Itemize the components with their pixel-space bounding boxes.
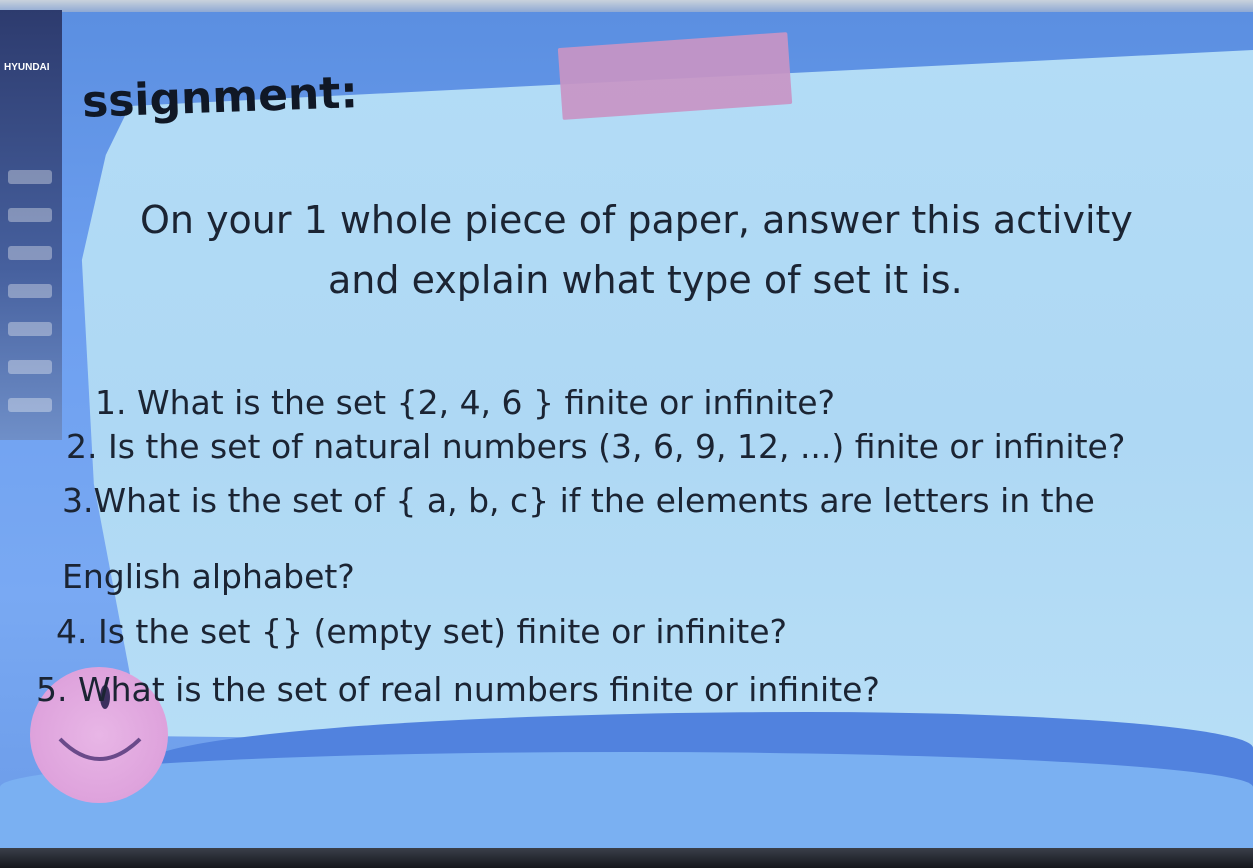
monitor-bottom-bezel: [0, 848, 1253, 868]
slide-title: ssignment:: [81, 67, 359, 128]
menu-icon-3: [8, 246, 52, 260]
menu-icon-5: [8, 322, 52, 336]
question-2: 2. Is the set of natural numbers (3, 6, 9, 12, ...) finite or infinite?: [66, 427, 1126, 466]
question-5: 5. What is the set of real numbers finite or infinite?: [36, 670, 880, 709]
tv-brand-logo: HYUNDAI: [4, 62, 50, 73]
instruction-line-1: On your 1 whole piece of paper, answer this activity: [140, 198, 1133, 242]
question-1: 1. What is the set {2, 4, 6 } finite or infinite?: [95, 383, 836, 422]
instruction-line-2: and explain what type of set it is.: [328, 258, 963, 302]
monitor-top-edge: [0, 0, 1253, 12]
question-3: 3.What is the set of { a, b, c} if the elements are letters in the: [62, 481, 1095, 520]
tv-side-menu: [0, 10, 62, 440]
menu-icon-7: [8, 398, 52, 412]
menu-icon-4: [8, 284, 52, 298]
question-4: 4. Is the set {} (empty set) finite or infinite?: [56, 612, 788, 651]
menu-icon-1: [8, 170, 52, 184]
menu-icon-2: [8, 208, 52, 222]
decorative-wave-bottom: [0, 752, 1253, 850]
menu-icon-6: [8, 360, 52, 374]
question-3-continued: English alphabet?: [62, 557, 355, 596]
